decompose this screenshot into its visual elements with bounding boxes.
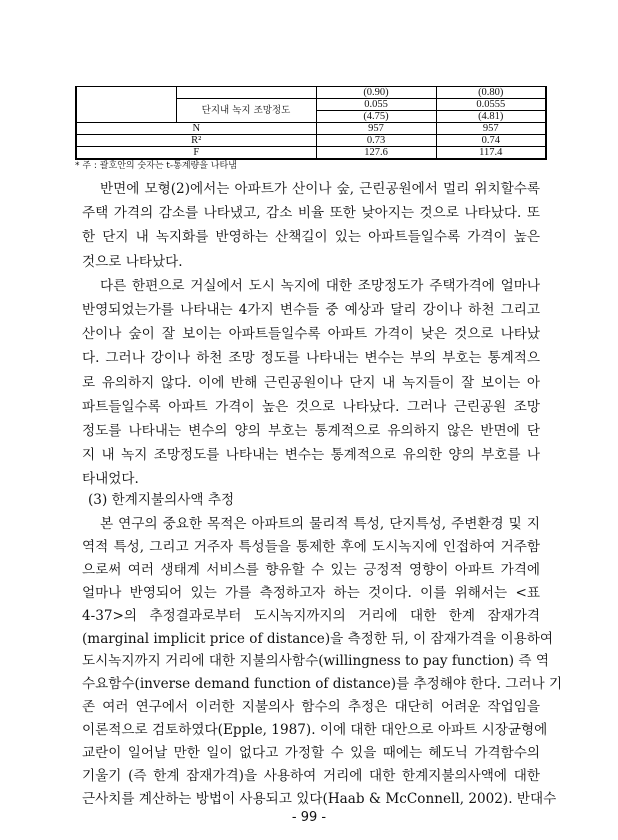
page-number: - 99 - bbox=[291, 810, 327, 825]
text-line: 반면에 모형(2)에서는 아파트가 산이나 숲, 근린공원에서 멀리 위치할수록 bbox=[100, 181, 540, 197]
text-line: 다. 그러나 강이나 하천 조망 정도를 나타내는 변수는 부의 부호는 통계적으 bbox=[82, 350, 540, 367]
text-line: 4-37>의 추정결과로부터 도시녹지까지의 거리에 대한 한계 잠재가격 bbox=[82, 607, 540, 624]
table-cell: (4.81) bbox=[436, 111, 546, 123]
section-heading: (3) 한계지불의사액 추정 bbox=[88, 492, 235, 508]
text-line: 정도를 나타내는 변수의 양의 부호는 통계적으로 유의하지 않은 반면에 단 bbox=[82, 423, 540, 439]
text-line: 타내었다. bbox=[82, 471, 139, 488]
table-cell: (4.75) bbox=[316, 111, 436, 123]
text-line: 로 유의하지 않다. 이에 반해 근린공원이나 단지 내 녹지들이 잘 보이는 아 bbox=[82, 374, 540, 391]
text-line: 본 연구의 중요한 목적은 아파트의 물리적 특성, 단지특성, 주변환경 및 지 bbox=[100, 516, 540, 532]
text-line: 파트들일수록 아파트 가격이 높은 것으로 나타났다. 그러나 근린공원 조망 bbox=[82, 398, 540, 415]
table-section bbox=[75, 86, 547, 172]
table-cell: (0.90) bbox=[316, 87, 436, 99]
table-cell-label: 단지내 녹지 조망정도 bbox=[176, 99, 316, 123]
text-line: 수요함수(inverse demand function of distance)를 추정해야 한다. 그러나 기 bbox=[82, 676, 563, 693]
table-cell: 0.0555 bbox=[436, 99, 546, 111]
text-line: 산이나 숲이 잘 보이는 아파트들일수록 아파트 가격이 낮은 것으로 나타났 bbox=[82, 326, 540, 343]
text-line: (marginal implicit price of distance)을 측정한 뒤, 이 잠재가격을 이용하여 bbox=[82, 630, 554, 647]
text-line: 반영되었는가를 나타내는 4가지 변수들 중 예상과 달리 강이나 하천 그리고 bbox=[82, 302, 540, 318]
table-cell: 957 bbox=[316, 123, 436, 135]
text-line: 역적 특성, 그리고 거주자 특성들을 통제한 후에 도시녹지에 인접하여 거주함 bbox=[82, 538, 540, 555]
table-cell: 117.4 bbox=[436, 147, 546, 160]
table-cell: (0.80) bbox=[436, 87, 546, 99]
text-line: 기울기 (즉 한계 잠재가격)을 사용하여 거리에 대한 한계지불의사액에 대한 bbox=[82, 767, 540, 784]
text-line: 도시녹지까지 거리에 대한 지불의사함수(willingness to pay function) 즉 역 bbox=[82, 653, 549, 670]
text-line: 다른 한편으로 거실에서 도시 녹지에 대한 조망정도가 주택가격에 얼마나 bbox=[100, 277, 540, 294]
table-note: * 주 : 괄호안의 숫자는 t-통계량을 나타냄 bbox=[75, 161, 237, 171]
table-cell: 0.055 bbox=[316, 99, 436, 111]
table-cell-label: N bbox=[76, 123, 316, 135]
table-cell: 0.74 bbox=[436, 135, 546, 147]
text-line: 교란이 일어날 만한 일이 없다고 가정할 수 있을 때에는 헤도닉 가격함수의 bbox=[82, 745, 540, 761]
table-cell: 0.73 bbox=[316, 135, 436, 147]
text-line: 지 내 녹지 조망정도를 나타내는 변수는 통계적으로 유의한 양의 부호를 나 bbox=[82, 447, 540, 464]
text-line: 한 단지 내 녹지화를 반영하는 산책길이 있는 아파트들일수록 가격이 높은 bbox=[82, 229, 540, 246]
table-cell-label: R² bbox=[76, 135, 316, 147]
text-line: 존 여러 연구에서 이러한 지불의사 함수의 추정은 대단히 어려운 작업임을 bbox=[82, 699, 540, 716]
text-line: 이론적으로 검토하였다(Epple, 1987). 이에 대한 대안으로 아파트 시장균형에 bbox=[82, 722, 548, 739]
text-line: 것으로 나타났다. bbox=[82, 253, 183, 270]
table-cell-empty bbox=[76, 87, 176, 123]
table-cell: 957 bbox=[436, 123, 546, 135]
table-cell-label: F bbox=[76, 147, 316, 160]
table-cell: 127.6 bbox=[316, 147, 436, 160]
text-line: 으로써 여러 생태계 서비스를 향유할 수 있는 긍정적 영향이 아파트 가격에 bbox=[82, 561, 540, 578]
regression-table bbox=[75, 86, 547, 160]
text-line: 얼마나 반영되어 있는 가를 측정하고자 하는 것이다. 이를 위해서는 <표 bbox=[82, 584, 540, 601]
text-line: 주택 가격의 감소를 나타냈고, 감소 비율 또한 낮아지는 것으로 나타났다. 또 bbox=[82, 205, 540, 222]
text-line: 근사치를 계산하는 방법이 사용되고 있다(Haab & McConnell, 2002). 반대수 bbox=[82, 790, 557, 807]
table-cell-label bbox=[176, 87, 316, 99]
